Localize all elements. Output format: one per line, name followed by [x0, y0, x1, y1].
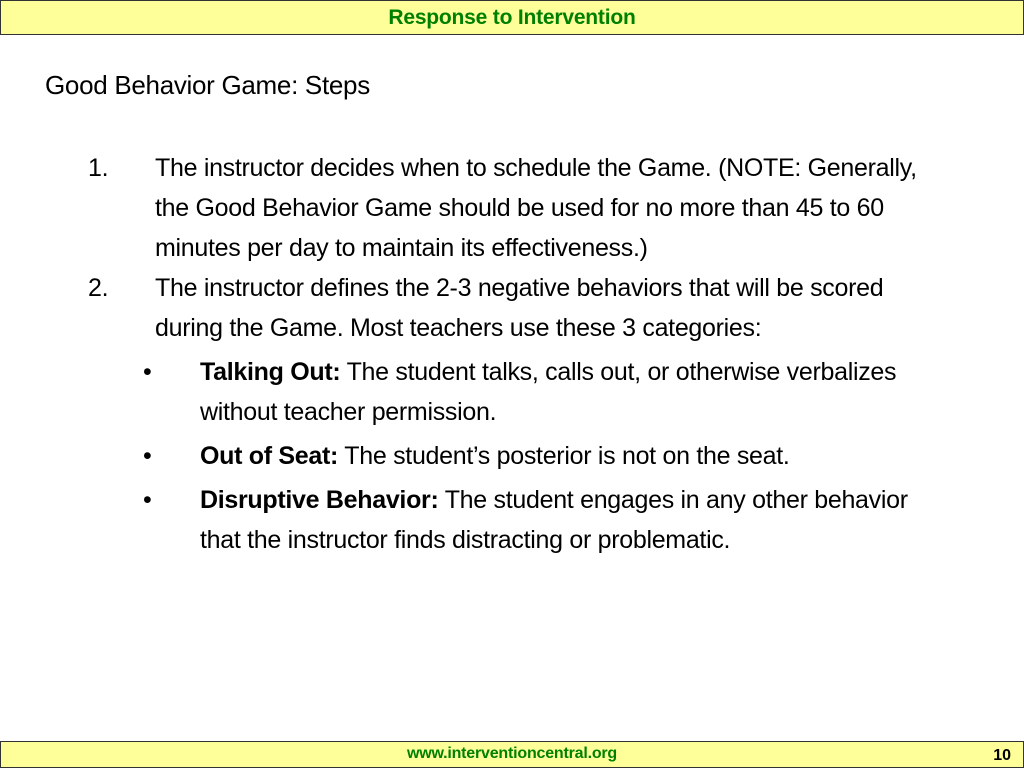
bullet-term: Out of Seat: [200, 442, 339, 470]
step-item-1 [0, 148, 925, 268]
bullet-text: The student’s posterior is not on the seat. [338, 442, 790, 470]
slide-content [0, 148, 1024, 560]
page-number: 10 [993, 747, 1011, 764]
header-bar [0, 0, 1024, 35]
step-number: 2. [88, 274, 109, 302]
header-title: Response to Intervention [388, 5, 636, 29]
bullet-item-out-of-seat [0, 436, 940, 476]
bullet-icon: • [143, 486, 152, 514]
bullet-term: Talking Out: [200, 358, 341, 386]
bullet-icon: • [143, 442, 152, 470]
footer-bar [0, 741, 1024, 768]
bullet-term: Disruptive Behavior: [200, 486, 439, 514]
bullet-item-disruptive-behavior [0, 480, 940, 560]
step-number: 1. [88, 154, 109, 182]
bullet-item-talking-out [0, 352, 940, 432]
step-text: The instructor defines the 2-3 negative behaviors that will be scored during the Game. Most teachers use these 3 categories: [155, 274, 884, 342]
slide-title: Good Behavior Game: Steps [45, 70, 370, 100]
bullet-icon: • [143, 358, 152, 386]
step-text: The instructor decides when to schedule the Game. (NOTE: Generally, the Good Behavior Game should be used for no more than 45 to 60 minutes per day to maintain its effectiveness.) [155, 154, 917, 262]
bullet-text: The student talks, calls out, or otherwise verbalizes without teacher permission. [200, 358, 897, 426]
step-item-2 [0, 268, 925, 348]
footer-url: www.interventioncentral.org [406, 745, 618, 762]
bullet-text: The student engages in any other behavior that the instructor finds distracting or problematic. [200, 486, 908, 554]
